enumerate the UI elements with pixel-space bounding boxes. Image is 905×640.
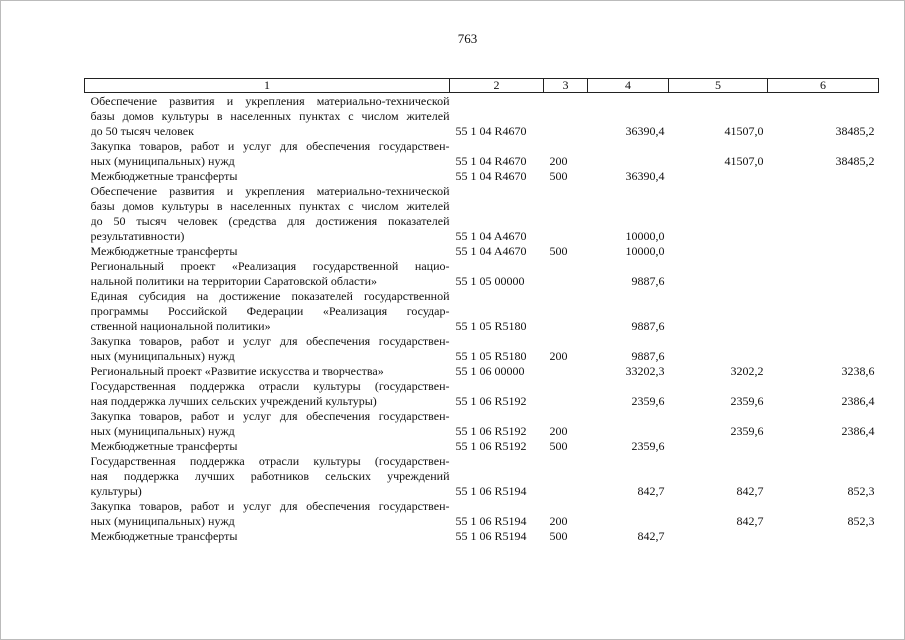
description-line: Межбюджетные трансферты — [90, 169, 238, 183]
row-description — [85, 529, 450, 544]
description-line: Единая субсидия на достижение показателей государственной — [90, 289, 450, 303]
page-number: 763 — [457, 31, 478, 46]
row-value-col5 — [669, 184, 768, 244]
row-code: 55 1 06 R5194 — [455, 514, 527, 528]
row-expense-type: 500 — [549, 439, 568, 453]
row-code: 55 1 04 R4670 — [455, 154, 527, 168]
description-line: Обеспечение развития и укрепления материально-технической — [90, 184, 450, 198]
header-col-3: 3 — [544, 79, 588, 93]
row-value-col6 — [768, 259, 879, 289]
row-code: 55 1 06 R5192 — [455, 424, 527, 438]
row-description — [85, 184, 450, 244]
row-code: 55 1 04 R4670 — [455, 124, 527, 138]
row-value-col5 — [669, 259, 768, 289]
row-value-col4: 36390,4 — [625, 124, 665, 138]
description-line: результативности) — [90, 229, 185, 243]
table-row — [85, 454, 879, 499]
row-expense-type — [544, 259, 588, 289]
row-value-col5: 3202,2 — [730, 364, 764, 378]
row-code: 55 1 06 R5194 — [455, 529, 527, 543]
row-expense-type — [544, 184, 588, 244]
row-value-col5 — [669, 439, 768, 454]
table-row — [85, 364, 879, 379]
row-description — [85, 259, 450, 289]
table-row — [85, 334, 879, 364]
table-row — [85, 244, 879, 259]
row-code: 55 1 05 R5180 — [455, 319, 527, 333]
row-value-col4: 33202,3 — [625, 364, 665, 378]
description-line: Закупка товаров, работ и услуг для обеспечения государствен- — [90, 409, 450, 423]
row-expense-type: 500 — [549, 169, 568, 183]
table-row — [85, 259, 879, 289]
row-value-col4: 842,7 — [637, 484, 665, 498]
row-value-col6 — [768, 289, 879, 334]
description-line: ных (муниципальных) нужд — [90, 424, 235, 438]
row-description — [85, 244, 450, 259]
description-line: Закупка товаров, работ и услуг для обеспечения государствен- — [90, 334, 450, 348]
description-line: ная поддержка лучших работников сельских учреждений — [90, 469, 450, 483]
description-line: Закупка товаров, работ и услуг для обеспечения государствен- — [90, 499, 450, 513]
row-value-col4: 9887,6 — [631, 349, 665, 363]
description-line: программы Российской Федерации «Реализация государ- — [90, 304, 450, 318]
row-value-col4 — [588, 499, 669, 529]
table-row — [85, 93, 879, 140]
row-description — [85, 439, 450, 454]
row-value-col5 — [669, 289, 768, 334]
row-code: 55 1 05 00000 — [455, 274, 525, 288]
description-line: культуры) — [90, 484, 142, 498]
row-expense-type — [544, 454, 588, 499]
budget-table — [84, 78, 879, 544]
row-code: 55 1 06 R5192 — [455, 439, 527, 453]
row-value-col5: 41507,0 — [724, 154, 764, 168]
row-value-col5: 41507,0 — [724, 124, 764, 138]
description-line: Закупка товаров, работ и услуг для обеспечения государствен- — [90, 139, 450, 153]
row-code: 55 1 04 A4670 — [455, 244, 527, 258]
row-value-col6 — [768, 529, 879, 544]
row-value-col6: 2386,4 — [841, 424, 875, 438]
description-line: Государственная поддержка отрасли культуры (государствен- — [90, 379, 450, 393]
table-row — [85, 529, 879, 544]
table-row — [85, 169, 879, 184]
row-code: 55 1 06 00000 — [455, 364, 525, 378]
row-value-col5 — [669, 244, 768, 259]
row-value-col5: 2359,6 — [730, 394, 764, 408]
description-line: Региональный проект «Развитие искусства и творчества» — [90, 364, 384, 378]
description-line: ных (муниципальных) нужд — [90, 154, 235, 168]
row-value-col4: 36390,4 — [625, 169, 665, 183]
description-line: ственной национальной политики» — [90, 319, 271, 333]
table-row — [85, 379, 879, 409]
row-description — [85, 364, 450, 379]
table-row — [85, 439, 879, 454]
description-line: Межбюджетные трансферты — [90, 529, 238, 543]
header-col-5: 5 — [669, 79, 768, 93]
description-line: ных (муниципальных) нужд — [90, 514, 235, 528]
row-value-col4: 9887,6 — [631, 319, 665, 333]
description-line: до 50 тысяч человек — [90, 124, 194, 138]
row-expense-type — [544, 379, 588, 409]
row-expense-type: 200 — [549, 514, 568, 528]
description-line: Обеспечение развития и укрепления материально-технической — [90, 94, 450, 108]
table-row — [85, 184, 879, 244]
row-description — [85, 169, 450, 184]
row-value-col6 — [768, 439, 879, 454]
description-line: Государственная поддержка отрасли культуры (государствен- — [90, 454, 450, 468]
row-value-col5: 842,7 — [736, 514, 764, 528]
row-value-col4: 2359,6 — [631, 394, 665, 408]
header-col-2: 2 — [450, 79, 544, 93]
header-col-1: 1 — [85, 79, 450, 93]
row-value-col4: 842,7 — [637, 529, 665, 543]
row-value-col5 — [669, 334, 768, 364]
row-value-col6: 3238,6 — [841, 364, 875, 378]
description-line: Межбюджетные трансферты — [90, 244, 238, 258]
row-code: 55 1 06 R5194 — [455, 484, 527, 498]
table-row — [85, 499, 879, 529]
row-value-col4 — [588, 409, 669, 439]
description-line: базы домов культуры в населенных пунктах с числом жителей — [90, 109, 450, 123]
row-description — [85, 499, 450, 529]
row-expense-type: 500 — [549, 529, 568, 543]
header-col-6: 6 — [768, 79, 879, 93]
header-row — [85, 79, 879, 93]
row-expense-type — [544, 289, 588, 334]
header-col-4: 4 — [588, 79, 669, 93]
row-description — [85, 409, 450, 439]
row-expense-type: 200 — [549, 154, 568, 168]
table-row — [85, 139, 879, 169]
row-value-col4 — [588, 139, 669, 169]
row-description — [85, 93, 450, 140]
row-value-col6 — [768, 244, 879, 259]
row-expense-type: 200 — [549, 349, 568, 363]
description-line: ная поддержка лучших сельских учреждений культуры) — [90, 394, 377, 408]
row-code: 55 1 04 A4670 — [455, 229, 527, 243]
row-value-col4: 10000,0 — [625, 244, 665, 258]
row-code: 55 1 04 R4670 — [455, 169, 527, 183]
row-value-col5 — [669, 529, 768, 544]
row-value-col6: 2386,4 — [841, 394, 875, 408]
row-expense-type — [544, 364, 588, 379]
row-description — [85, 334, 450, 364]
row-description — [85, 379, 450, 409]
row-value-col5: 842,7 — [736, 484, 764, 498]
row-value-col5 — [669, 169, 768, 184]
row-code: 55 1 05 R5180 — [455, 349, 527, 363]
row-value-col5: 2359,6 — [730, 424, 764, 438]
description-line: Региональный проект «Реализация государственной нацио- — [90, 259, 450, 273]
row-code: 55 1 06 R5192 — [455, 394, 527, 408]
description-line: нальной политики на территории Саратовской области» — [90, 274, 378, 288]
row-value-col6 — [768, 184, 879, 244]
row-expense-type: 200 — [549, 424, 568, 438]
row-value-col6: 38485,2 — [835, 124, 875, 138]
row-description — [85, 289, 450, 334]
row-value-col6 — [768, 169, 879, 184]
description-line: до 50 тысяч человек (средства для достижения показателей — [90, 214, 450, 228]
row-value-col6: 38485,2 — [835, 154, 875, 168]
row-description — [85, 454, 450, 499]
row-expense-type: 500 — [549, 244, 568, 258]
row-value-col4: 2359,6 — [631, 439, 665, 453]
description-line: базы домов культуры в населенных пунктах с числом жителей — [90, 199, 450, 213]
row-description — [85, 139, 450, 169]
description-line: Межбюджетные трансферты — [90, 439, 238, 453]
table-row — [85, 289, 879, 334]
row-value-col6: 852,3 — [847, 484, 875, 498]
row-value-col4: 10000,0 — [625, 229, 665, 243]
row-value-col6 — [768, 334, 879, 364]
row-expense-type — [544, 93, 588, 140]
description-line: ных (муниципальных) нужд — [90, 349, 235, 363]
row-value-col6: 852,3 — [847, 514, 875, 528]
row-value-col4: 9887,6 — [631, 274, 665, 288]
table-row — [85, 409, 879, 439]
